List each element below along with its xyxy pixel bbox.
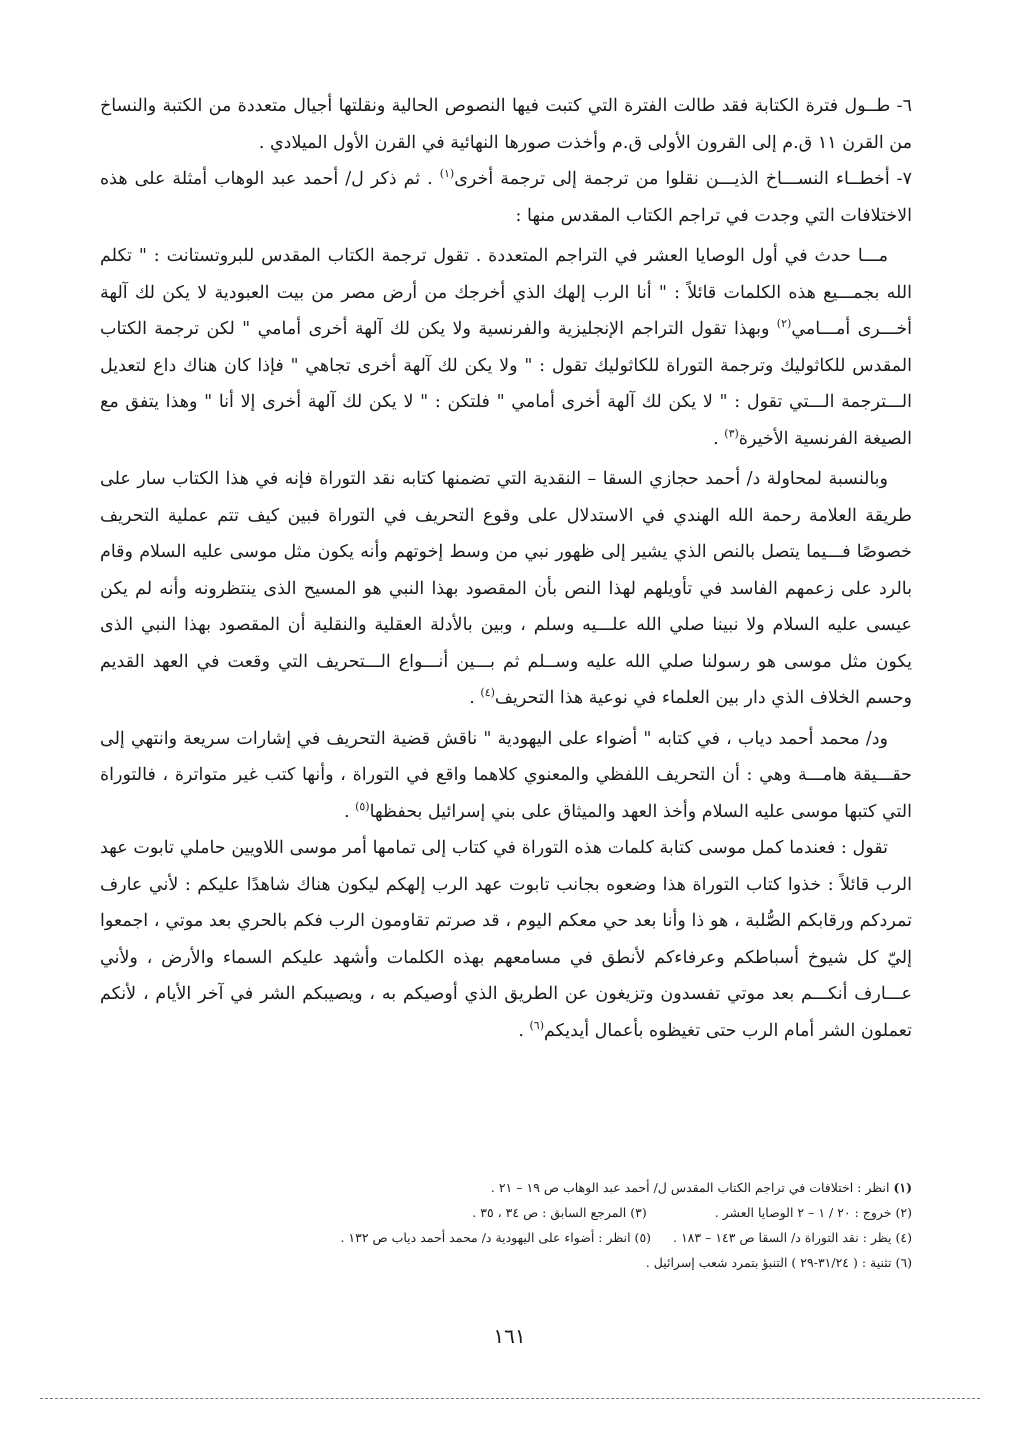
paragraph-saqqa xyxy=(100,461,912,717)
paragraph-text: . ثم ذكر ل/ أحمد عبد الوهاب أمثلة على هذه الاختلافات التي وجدت في تراجم الكتاب المقدس منها : xyxy=(100,169,912,226)
footnote-ref: (٦) xyxy=(529,1018,544,1032)
footnote-text: (٤) يظر : نقد التوراة د/ السقا ص ١٤٣ – ١٨٣ . xyxy=(673,1230,912,1245)
footnote-ref: (٥) xyxy=(355,799,370,813)
page-body xyxy=(100,88,912,1049)
paragraph-text: وبهذا تقول التراجم الإنجليزية والفرنسية ولا يكن لك آلهة أخرى أمامي " لكن ترجمة الكتاب المقدس للكاثوليك وترجمة التوراة للكاثوليك تقول : " ولا يكن لك آلهة أخرى تجاهي " فإذا كان هناك داع لتعديل الـــترجمة الـــتي تقول : " لا يكن لك آلهة أخرى أمامي " فلتكن : " لا يكن لك آلهة أخرى إلا أنا " وهذا يتفق مع الصيغة الفرنسية الأخيرة xyxy=(100,319,912,449)
footnotes xyxy=(220,1175,912,1275)
footnote-4-5 xyxy=(220,1225,912,1250)
paragraph-quote xyxy=(100,830,912,1049)
paragraph-text: . xyxy=(518,1020,530,1041)
paragraph-text: ٦- طــول فترة الكتابة فقد طالت الفترة التي كتبت فيها النصوص الحالية ونقلتها أجيال متعددة من الكتبة والنساخ من القرن ١١ ق.م إلى القرون الأولى ق.م وأخذت صورها النهائية في القرن الأول الميلادي . xyxy=(100,96,912,153)
paragraph-text: . xyxy=(469,688,481,708)
paragraph-text: ٧- أخطــاء النســـاخ الذيـــن نقلوا من ترجمة إلى ترجمة أخرى xyxy=(454,169,912,189)
footnote-text: انظر : اختلافات في تراجم الكتاب المقدس ل/ أحمد عبد الوهاب ص ١٩ – ٢١ . xyxy=(490,1180,894,1195)
footnote-text: (٦) تثنية : ( ٣١/٢٤-٢٩ ) التنبؤ بتمرد شعب إسرائيل . xyxy=(645,1255,912,1270)
footnote-ref: (٤) xyxy=(480,686,495,700)
bottom-divider xyxy=(40,1398,980,1399)
paragraph-text: مـــا حدث في أول الوصايا العشر في التراجم المتعددة . تقول ترجمة الكتاب المقدس للبروتستانت : " تكلم الله بجمـــيع هذه الكلمات قائلاً : " أنا الرب إلهك الذي أخرجك من أرض مصر من بيت العبودية لا يكن لك آلهة أخـــرى أمـــامي xyxy=(100,246,912,339)
paragraph-point-6 xyxy=(100,88,912,161)
footnote-2-3 xyxy=(220,1200,912,1225)
footnote-number: (١) xyxy=(893,1180,912,1195)
footnote-1 xyxy=(220,1175,912,1200)
page-number: ١٦١ xyxy=(493,1324,526,1348)
footnote-ref: (٢) xyxy=(776,317,792,331)
footnote-text: (٥) انظر : أضواء على اليهودية د/ محمد أحمد دياب ص ١٣٢ . xyxy=(340,1230,652,1245)
paragraph-text: . xyxy=(343,801,356,822)
paragraph-point-7 xyxy=(100,161,912,234)
paragraph-text: ود/ محمد أحمد دياب ، في كتابه " أضواء على اليهودية " ناقش قضية التحريف في إشارات سريعة وانتهي إلى حقـــيقة هامـــة وهي : أن التحريف اللفظي والمعنوي كلاهما واقع في التوراة ، وأنها كتب غير متواترة ، فالتوراة التي كتبها موسى عليه السلام وأخذ العهد والميثاق على بني إسرائيل بحفظها xyxy=(100,728,912,822)
paragraph-text: . xyxy=(713,428,725,449)
footnote-text: (٣) المرجع السابق : ص ٣٤ ، ٣٥ . xyxy=(472,1205,647,1220)
footnote-6 xyxy=(220,1250,912,1275)
footnote-ref: (٣) xyxy=(724,426,739,440)
paragraph-text: تقول : فعندما كمل موسى كتابة كلمات هذه التوراة في كتاب إلى تمامها أمر موسى اللاويين حاملي تابوت عهد الرب قائلاً : خذوا كتاب التوراة هذا وضعوه بجانب تابوت عهد الرب إلهكم ليكون هناك شاهدًا عليكم : لأني عارف تمردكم ورقابكم الصُّلبة ، هو ذا وأنا بعد حي معكم اليوم ، قد صرتم تقاومون الرب فكم بالحري بعد موتي ، اجمعوا إليّ كل شيوخ أسباطكم وعرفاءكم لأنطق في مسامعهم بهذه الكلمات وأشهد عليكم السماء والأرض ، ولأني عـــارف أنكـــم بعد موتي تفسدون وتزيغون عن الطريق الذي أوصيكم به ، ويصيبكم الشر في آخر الأيام ، لأنكم تعملون الشر أمام الرب حتى تغيظوه بأعمال أيديكم xyxy=(100,838,912,1041)
footnote-text: (٢) خروج : ٢٠ / ١ – ٢ الوصايا العشر . xyxy=(714,1205,912,1220)
footnote-ref: (١) xyxy=(439,167,455,181)
paragraph-diab xyxy=(100,721,912,831)
paragraph-text: وبالنسبة لمحاولة د/ أحمد حجازي السقا – النقدية التي تضمنها كتابه نقد التوراة فإنه في هذا الكتاب سار على طريقة العلامة رحمة الله الهندي في الاستدلال على وقوع التحريف في التوراة فبين كيف تتم عملية التحريف خصوصًا فـــيما يتصل بالنص الذي يشير إلى ظهور نبي من وسط إخوتهم وأنه يكون مثل موسى عليه السلام وقام بالرد على زعمهم الفاسد في تأويلهم لهذا النص بأن المقصود بهذا النبي هو المسيح الذى ينتظرونه وأنه لم يكن عيسى عليه السلام ولا نبينا صلي الله علـــيه وسلم ، وبين بالأدلة العقلية والنقلية أن المقصود بهذا النبي الذى يكون مثل موسى هو رسولنا صلي الله عليه وســلم ثم بـــين أنـــواع الـــتحريف التي وقعت في العهد القديم وحسم الخلاف الذي دار بين العلماء في نوعية هذا التحريف xyxy=(100,469,912,708)
paragraph-commandments xyxy=(100,238,912,457)
